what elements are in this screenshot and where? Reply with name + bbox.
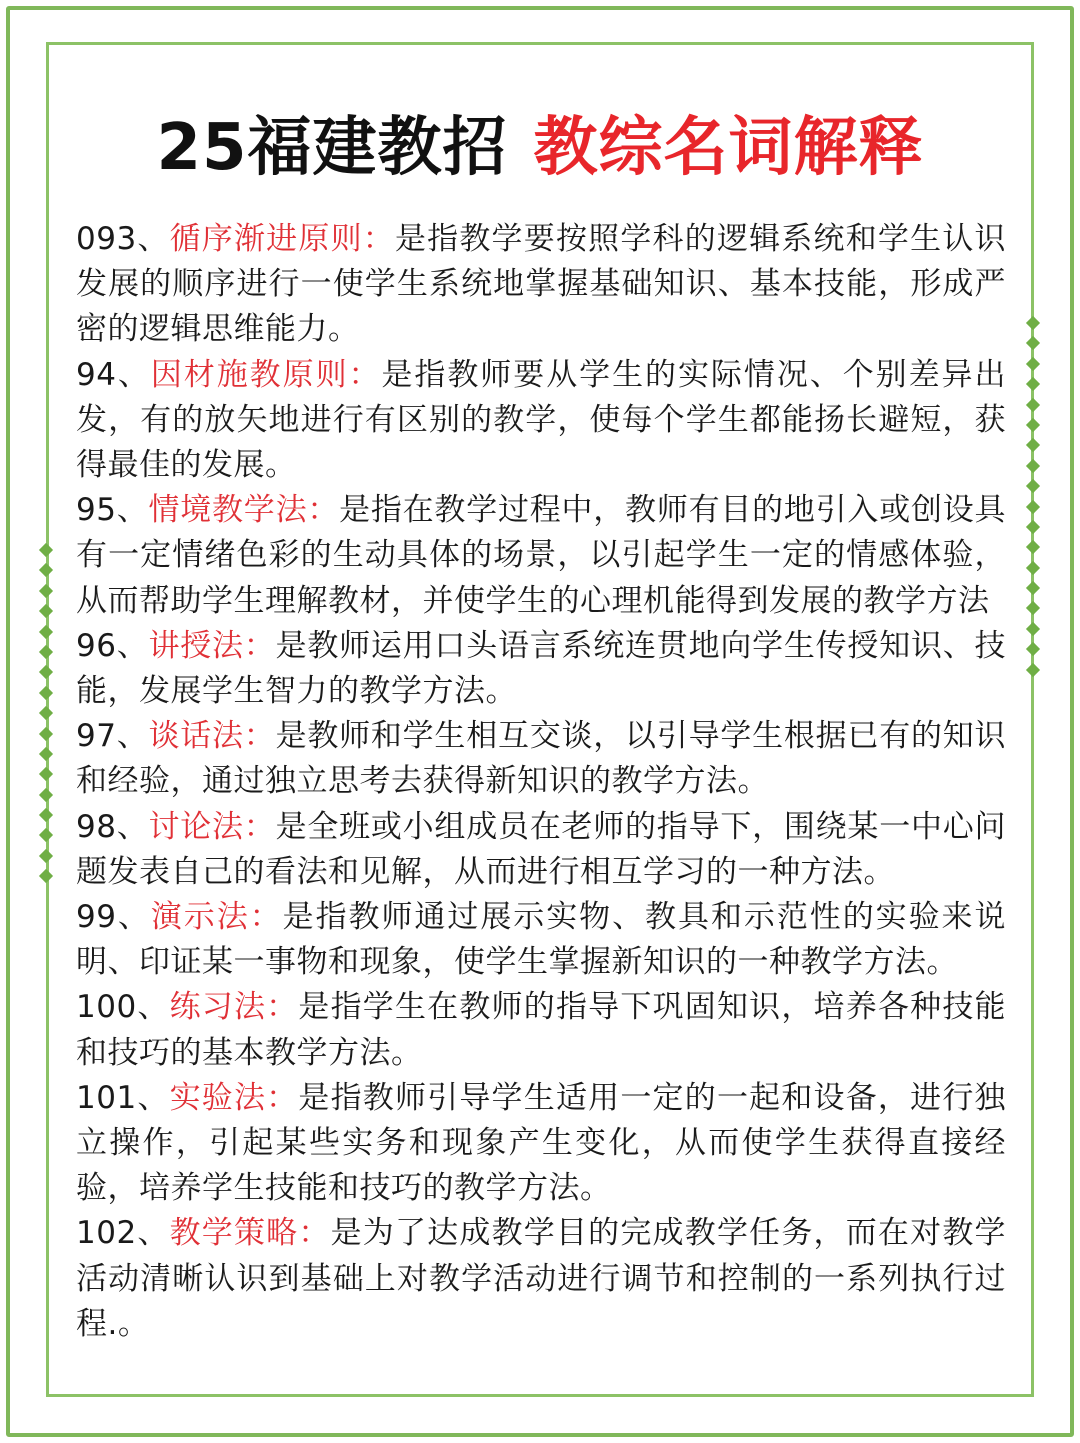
entry-definition: 是指教学要按照学科的逻辑系统和学生认识发展的顺序进行一使学生系统地掌握基础知识、基本技能，形成严密的逻辑思维能力。 (76, 221, 1007, 348)
entry-definition: 是指教师通过展示实物、教具和示范性的实验来说明、印证某一事物和现象，使学生掌握新知识的一种教学方法。 (76, 899, 1007, 981)
definition-entry (76, 714, 1006, 804)
entry-term: 情境教学法： (148, 492, 340, 529)
entry-term: 教学策略： (169, 1215, 331, 1252)
entry-number: 96、 (76, 627, 149, 664)
entry-number: 093、 (76, 221, 170, 257)
entry-definition: 是教师和学生相互交谈，以引导学生根据已有的知识和经验，通过独立思考去获得新知识的教学方法。 (76, 718, 1007, 800)
title-part-black: 25福建教招 (156, 111, 508, 185)
entry-term: 演示法： (150, 899, 283, 936)
left-diamond-border (36, 545, 58, 881)
entry-term: 练习法： (169, 989, 299, 1026)
entry-number: 98、 (76, 808, 149, 845)
entry-definition: 是指学生在教师的指导下巩固知识，培养各种技能和技巧的基本教学方法。 (76, 989, 1007, 1071)
entry-number: 94、 (76, 356, 151, 393)
entry-definition: 是指教师要从学生的实际情况、个别差异出发，有的放矢地进行有区别的教学，使每个学生都能扬长避短，获得最佳的发展。 (76, 356, 1006, 484)
entry-definition: 是指教师引导学生适用一定的一起和设备，进行独立操作，引起某些实务和现象产生变化，从而使学生获得直接经验，培养学生技能和技巧的教学方法。 (76, 1079, 1007, 1207)
definition-entry (76, 217, 1006, 353)
entry-number: 101、 (76, 1079, 170, 1116)
entry-definition: 是教师运用口头语言系统连贯地向学生传授知识、技能，发展学生智力的教学方法。 (76, 627, 1007, 710)
entry-number: 100、 (76, 989, 170, 1026)
entry-term: 讲授法： (148, 627, 276, 664)
definition-entry (76, 624, 1006, 714)
definition-entry (76, 985, 1006, 1075)
entry-term: 实验法： (169, 1079, 299, 1116)
definition-entry (76, 1076, 1006, 1212)
entry-term: 因材施教原则： (150, 356, 382, 393)
entry-definition: 是为了达成教学目的完成教学任务，而在对教学活动清晰认识到基础上对教学活动进行调节和控制的一系列执行过程.。 (76, 1215, 1007, 1342)
entry-term: 讨论法： (148, 808, 276, 845)
definition-entry (76, 488, 1006, 624)
left-dotted-line (46, 955, 49, 1305)
definition-entry (76, 895, 1006, 985)
entry-number: 99、 (76, 899, 151, 936)
page-title (0, 108, 1080, 188)
entry-definition: 是指在教学过程中，教师有目的地引入或创设具有一定情绪色彩的生动具体的场景，以引起学生一定的情感体验，从而帮助学生理解教材，并使学生的心理机能得到发展的教学方法 (76, 492, 1007, 619)
definition-entry (76, 805, 1006, 895)
definition-entry (76, 1211, 1006, 1347)
definition-entry (76, 353, 1006, 489)
entry-term: 循序渐进原则： (169, 221, 395, 257)
entry-number: 97、 (76, 718, 149, 755)
entry-number: 95、 (76, 492, 149, 529)
title-part-red: 教综名词解释 (533, 111, 924, 185)
entry-definition: 是全班或小组成员在老师的指导下，围绕某一中心问题发表自己的看法和见解，从而进行相互学习的一种方法。 (76, 808, 1007, 890)
entry-term: 谈话法： (148, 718, 276, 755)
entry-number: 102、 (76, 1215, 170, 1252)
right-diamond-border (1023, 318, 1045, 675)
definitions-list (76, 217, 1006, 1347)
